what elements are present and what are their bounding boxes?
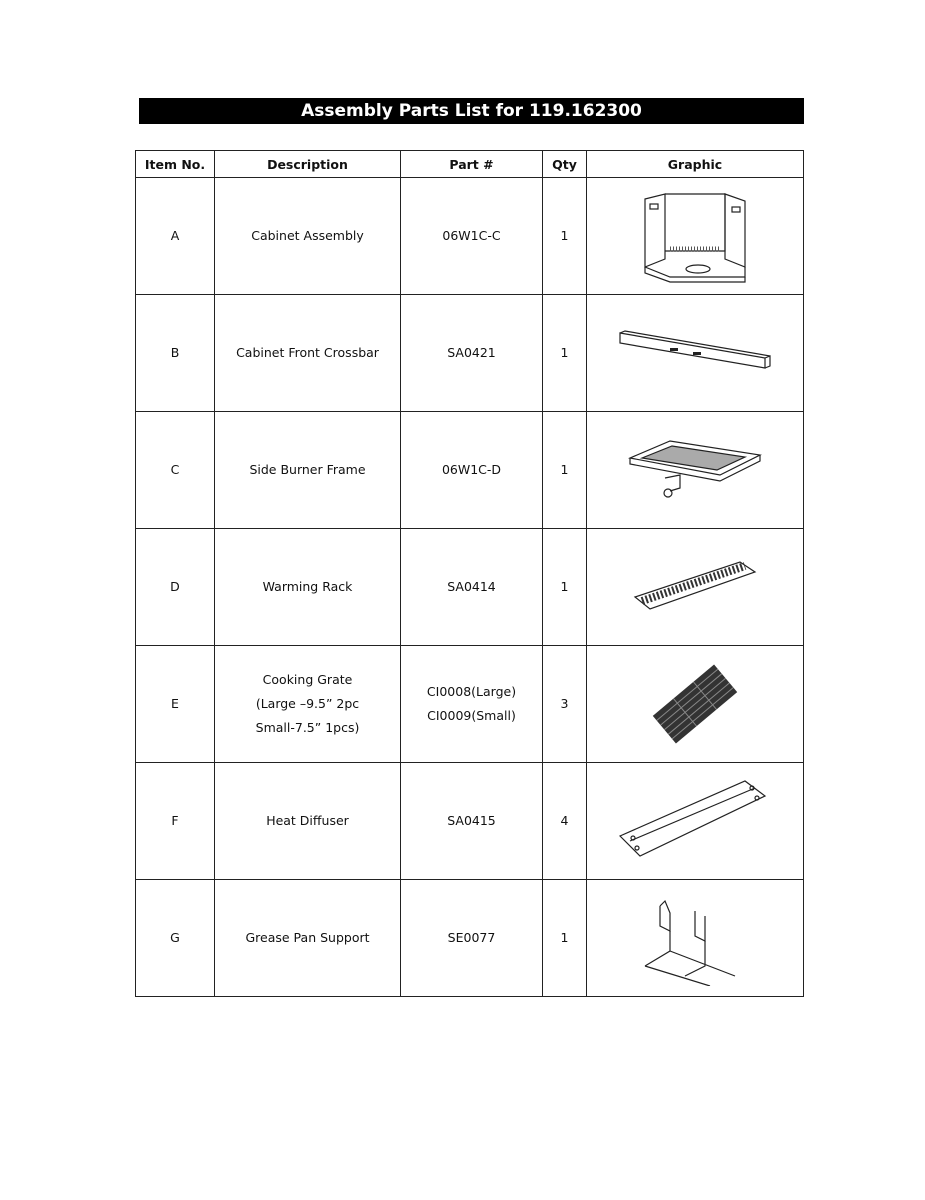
table-row bbox=[136, 646, 804, 763]
table-row bbox=[136, 295, 804, 412]
description-line: Cabinet Front Crossbar bbox=[236, 345, 379, 360]
description-line: Grease Pan Support bbox=[245, 930, 370, 945]
crossbar-icon bbox=[587, 328, 803, 378]
part-number-cell bbox=[401, 880, 543, 997]
graphic-cell bbox=[587, 646, 804, 763]
side-burner-frame-icon bbox=[587, 433, 803, 508]
heat-diffuser-icon bbox=[587, 776, 803, 866]
description-cell bbox=[215, 880, 401, 997]
description-line: Cabinet Assembly bbox=[251, 228, 364, 243]
header-description: Description bbox=[215, 151, 401, 178]
description-line: Side Burner Frame bbox=[249, 462, 366, 477]
graphic-cell bbox=[587, 880, 804, 997]
table-row bbox=[136, 178, 804, 295]
graphic-cell bbox=[587, 178, 804, 295]
item-no: B bbox=[170, 345, 180, 360]
qty: 1 bbox=[560, 345, 569, 360]
qty-cell bbox=[543, 295, 587, 412]
part-number: 06W1C-D bbox=[441, 462, 502, 477]
qty-cell bbox=[543, 880, 587, 997]
part-number: SA0421 bbox=[447, 345, 496, 360]
qty: 1 bbox=[560, 930, 569, 945]
cabinet-assembly-icon bbox=[587, 189, 803, 284]
part-number: SA0414 bbox=[447, 579, 496, 594]
part-number-cell bbox=[401, 763, 543, 880]
grease-pan-support-icon bbox=[587, 891, 803, 986]
description-cell bbox=[215, 295, 401, 412]
item-no: G bbox=[170, 930, 180, 945]
qty: 1 bbox=[560, 462, 569, 477]
warming-rack-icon bbox=[587, 557, 803, 617]
part-number: CI0009(Small) bbox=[427, 708, 516, 723]
part-number: CI0008(Large) bbox=[426, 684, 517, 699]
graphic-cell bbox=[587, 295, 804, 412]
part-number: 06W1C-C bbox=[442, 228, 501, 243]
part-number: SA0415 bbox=[447, 813, 496, 828]
item-no-cell bbox=[136, 880, 215, 997]
qty-cell bbox=[543, 763, 587, 880]
table-row bbox=[136, 412, 804, 529]
item-no-cell bbox=[136, 178, 215, 295]
part-number-cell bbox=[401, 295, 543, 412]
table-row bbox=[136, 763, 804, 880]
header-qty: Qty bbox=[543, 151, 587, 178]
part-number-cell bbox=[401, 646, 543, 763]
part-number-cell bbox=[401, 529, 543, 646]
table-row bbox=[136, 529, 804, 646]
part-number-cell bbox=[401, 412, 543, 529]
item-no-cell bbox=[136, 295, 215, 412]
description-cell bbox=[215, 646, 401, 763]
qty: 1 bbox=[560, 579, 569, 594]
item-no: C bbox=[170, 462, 180, 477]
description-line: Warming Rack bbox=[262, 579, 353, 594]
description-cell bbox=[215, 412, 401, 529]
description-cell bbox=[215, 178, 401, 295]
graphic-cell bbox=[587, 412, 804, 529]
qty: 3 bbox=[560, 696, 569, 711]
item-no-cell bbox=[136, 646, 215, 763]
description-cell bbox=[215, 763, 401, 880]
item-no-cell bbox=[136, 529, 215, 646]
table-row bbox=[136, 880, 804, 997]
header-graphic: Graphic bbox=[587, 151, 804, 178]
part-number: SE0077 bbox=[447, 930, 496, 945]
item-no: A bbox=[170, 228, 180, 243]
item-no-cell bbox=[136, 412, 215, 529]
item-no: D bbox=[170, 579, 180, 594]
qty-cell bbox=[543, 412, 587, 529]
qty: 4 bbox=[560, 813, 569, 828]
header-item-no: Item No. bbox=[136, 151, 215, 178]
qty-cell bbox=[543, 178, 587, 295]
item-no: F bbox=[171, 813, 179, 828]
parts-table bbox=[135, 150, 804, 997]
item-no-cell bbox=[136, 763, 215, 880]
qty: 1 bbox=[560, 228, 569, 243]
description-line: (Large –9.5” 2pc bbox=[255, 696, 360, 711]
qty-cell bbox=[543, 646, 587, 763]
description-line: Heat Diffuser bbox=[266, 813, 349, 828]
table-header-row bbox=[136, 151, 804, 178]
description-line: Small-7.5” 1pcs) bbox=[255, 720, 360, 735]
description-cell bbox=[215, 529, 401, 646]
qty-cell bbox=[543, 529, 587, 646]
part-number-cell bbox=[401, 178, 543, 295]
page-title: Assembly Parts List for 119.162300 bbox=[139, 98, 804, 124]
graphic-cell bbox=[587, 763, 804, 880]
header-part-number: Part # bbox=[401, 151, 543, 178]
item-no: E bbox=[171, 696, 179, 711]
cooking-grate-icon bbox=[587, 664, 803, 744]
graphic-cell bbox=[587, 529, 804, 646]
description-line: Cooking Grate bbox=[262, 672, 353, 687]
